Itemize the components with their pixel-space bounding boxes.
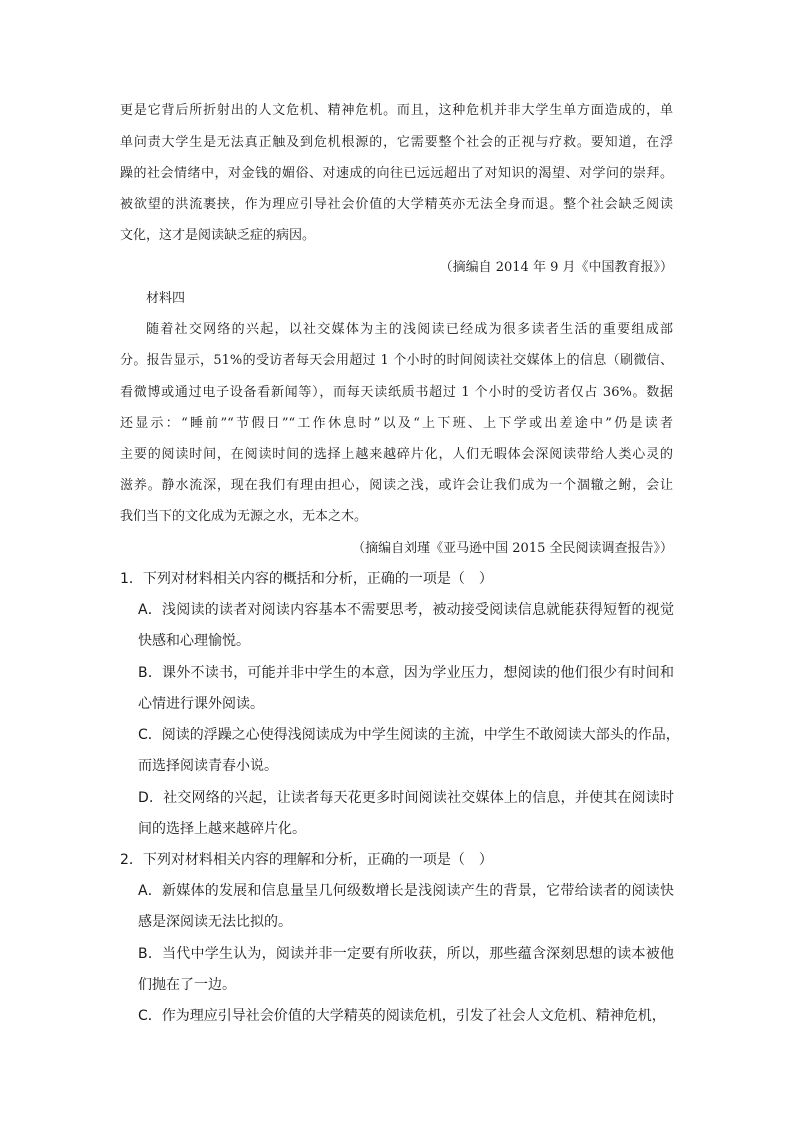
paragraph-line: 单问责大学生是无法真正触及到危机根源的，它需要整个社会的正视与疗救。要知道，在浮: [120, 134, 673, 150]
option-c: [0, 1001, 794, 1032]
option-line: B．课外不读书，可能并非中学生的本意，因为学业压力，想阅读的他们很少有时间和: [138, 664, 674, 681]
paragraph-line: 躁的社会情绪中，对金钱的媚俗、对速成的向往已远远超出了对知识的渴望、对学问的崇拜。: [120, 165, 673, 181]
question-stem: 1．下列对材料相关内容的概括和分析，正确的一项是（ ）: [120, 570, 493, 587]
paragraph-line: 主要的阅读时间，在阅读时间的选择上越来越碎片化，人们无暇体会深阅读带给人类心灵的: [120, 446, 673, 462]
option-line: 感是深阅读无法比拟的。: [138, 914, 292, 931]
option-b: [0, 658, 794, 720]
option-c: [0, 720, 794, 782]
paragraph-line: 看微博或通过电子设备看新闻等），而每天读纸质书超过 1 个小时的受访者仅占 36%。数据: [120, 384, 673, 400]
paragraph-line: 我们当下的文化成为无源之水，无本之木。: [120, 509, 368, 525]
option-a: [0, 876, 794, 938]
exam-page: [0, 95, 794, 1032]
paragraph-line: 还显示：“睡前”“节假日”“工作休息时”以及“上下班、上下学或出差途中”仍是读者: [120, 415, 673, 431]
option-line: A．新媒体的发展和信息量呈几何级数增长是浅阅读产生的背景，它带给读者的阅读快: [138, 883, 674, 900]
material-excerpt: [0, 95, 794, 282]
option-line: 心情进行课外阅读。: [138, 695, 264, 712]
option-line: 快感和心理愉悦。: [138, 633, 250, 650]
source-citation: （摘编自刘瑾《亚马逊中国 2015 全民阅读调查报告》）: [352, 540, 673, 556]
question-2: [0, 845, 794, 1032]
option-a: [0, 595, 794, 657]
option-line: 们抛在了一边。: [138, 976, 236, 993]
paragraph-line: 随着社交网络的兴起，以社交媒体为主的浅阅读已经成为很多读者生活的重要组成部: [146, 322, 673, 338]
option-line: 间的选择上越来越碎片化。: [138, 820, 306, 837]
source-citation: （摘编自 2014 年 9 月《中国教育报》）: [439, 259, 673, 275]
option-d: [0, 783, 794, 845]
paragraph-line: 被欲望的洪流裹挟，作为理应引导社会价值的大学精英亦无法全身而退。整个社会缺乏阅读: [120, 197, 673, 213]
option-b: [0, 939, 794, 1001]
option-line: 而选择阅读青春小说。: [138, 758, 278, 775]
question-1: [0, 564, 794, 845]
paragraph-line: 滋养。静水流深，现在我们有理由担心，阅读之浅，或许会让我们成为一个涸辙之鲋，会让: [120, 478, 673, 494]
paragraph-line: 更是它背后所折射出的人文危机、精神危机。而且，这种危机并非大学生单方面造成的，单: [120, 103, 673, 119]
option-line: D．社交网络的兴起，让读者每天花更多时间阅读社交媒体上的信息，并使其在阅读时: [138, 789, 674, 806]
option-line: A．浅阅读的读者对阅读内容基本不需要思考，被动接受阅读信息就能获得短暂的视觉: [138, 602, 674, 619]
material-heading: 材料四: [146, 290, 186, 306]
paragraph-line: 文化，这才是阅读缺乏症的病因。: [120, 228, 316, 244]
option-line: C．作为理应引导社会价值的大学精英的阅读危机，引发了社会人文危机、精神危机，: [138, 1008, 666, 1025]
question-stem: 2．下列对材料相关内容的理解和分析，正确的一项是（ ）: [120, 852, 493, 869]
material-4: [0, 283, 794, 564]
option-line: B．当代中学生认为，阅读并非一定要有所收获，所以，那些蕴含深刻思想的读本被他: [138, 945, 674, 962]
paragraph-line: 分。报告显示，51%的受访者每天会用超过 1 个小时的时间阅读社交媒体上的信息（刷微信、: [120, 353, 673, 369]
option-line: C．阅读的浮躁之心使得浅阅读成为中学生阅读的主流，中学生不敢阅读大部头的作品，: [138, 727, 680, 744]
